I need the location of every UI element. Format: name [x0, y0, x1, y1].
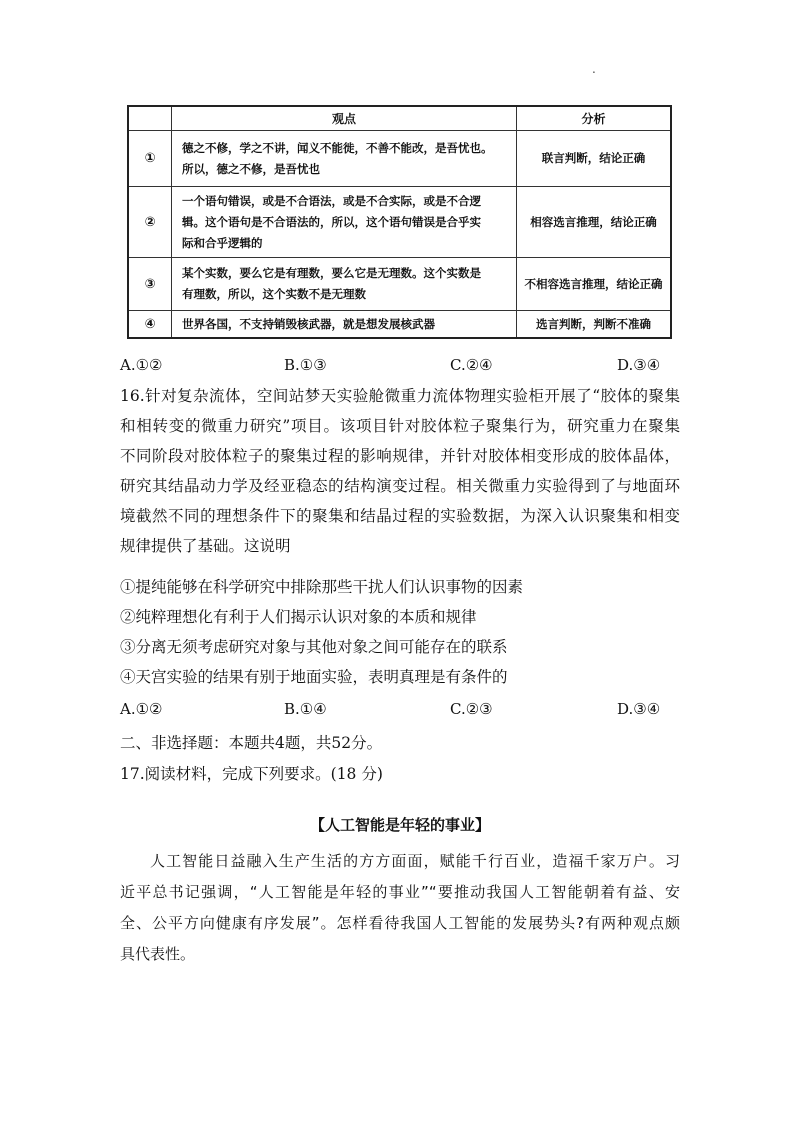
row-view	[172, 311, 517, 339]
q16-statement: ③分离无须考虑研究对象与其他对象之间可能存在的联系	[120, 638, 508, 656]
row-analysis: 选言判断，判断不准确	[517, 311, 672, 339]
table-row	[128, 311, 671, 339]
q17-intro: 17.阅读材料，完成下列要求。(18 分)	[120, 765, 383, 783]
row-number: ①	[128, 131, 172, 187]
view-line: 辑。这个语句是不合语法的，所以，这个语句错误是合乎实	[182, 214, 481, 229]
q16-stem-line: 16.针对复杂流体，空间站梦天实验舱微重力流体物理实验柜开展了“胶体的聚集	[120, 387, 680, 405]
q16-stem	[120, 381, 680, 561]
table-header-row	[128, 106, 671, 131]
row-number: ②	[128, 187, 172, 258]
q17-material-body	[120, 846, 680, 970]
option-b[interactable]: B.①④	[284, 700, 327, 718]
q16-statement: ①提纯能够在科学研究中排除那些干扰人们认识事物的因素	[120, 578, 524, 596]
view-line: 德之不修，学之不讲，闻义不能徙，不善不能改，是吾忧也。	[182, 140, 493, 155]
row-analysis: 不相容选言推理，结论正确	[517, 258, 672, 311]
q17-body-line: 全、公平方向健康有序发展”。怎样看待我国人工智能的发展势头?有两种观点颇	[120, 914, 680, 932]
view-line: 某个实数，要么它是有理数，要么它是无理数。这个实数是	[182, 266, 481, 280]
q17-material-title: 【人工智能是年轻的事业】	[309, 816, 490, 834]
q16-stem-line: 和相转变的微重力研究”项目。该项目针对胶体粒子聚集行为，研究重力在聚集	[120, 417, 680, 435]
row-view	[172, 258, 517, 311]
header-view: 观点	[172, 106, 517, 131]
row-view	[172, 187, 517, 258]
section-heading	[120, 728, 680, 758]
q15-options	[120, 356, 680, 380]
row-analysis: 相容选言推理，结论正确	[517, 187, 672, 258]
view-line: 世界各国，不支持销毁核武器，就是想发展核武器	[182, 316, 435, 331]
q17-body-line: 具代表性。	[120, 945, 196, 963]
option-d[interactable]: D.③④	[617, 356, 661, 374]
view-line: 一个语句错误，或是不合语法，或是不合实际，或是不合逻	[182, 193, 481, 208]
option-b[interactable]: B.①③	[284, 356, 327, 374]
q16-stem-line: 不同阶段对胶体粒子的聚集过程的影响规律，并针对胶体相变形成的胶体晶体，	[120, 447, 680, 465]
table-row	[128, 258, 671, 311]
q16-options	[120, 700, 680, 724]
row-number: ③	[128, 258, 172, 311]
q16-stem-line: 境截然不同的理想条件下的聚集和结晶过程的实验数据，为深入认识聚集和相变	[120, 507, 680, 525]
option-c[interactable]: C.②④	[450, 356, 493, 374]
q16-stem-line: 规律提供了基础。这说明	[120, 537, 291, 555]
option-a[interactable]: A.①②	[120, 700, 163, 718]
q17-intro-block	[120, 759, 680, 789]
header-number	[128, 106, 172, 131]
q17-body-line: 近平总书记强调，“人工智能是年轻的事业”“要推动我国人工智能朝着有益、安	[120, 883, 680, 901]
q16-statement: ②纯粹理想化有利于人们揭示认识对象的本质和规律	[120, 608, 477, 626]
view-line: 有理数，所以，这个实数不是无理数	[182, 287, 366, 301]
option-c[interactable]: C.②③	[450, 700, 493, 718]
table-row	[128, 187, 671, 258]
q17-body-line: 人工智能日益融入生产生活的方方面面，赋能千行百业，造福千家万户。习	[150, 852, 680, 870]
reasoning-table	[127, 105, 672, 339]
table-row	[128, 131, 671, 187]
row-view	[172, 131, 517, 187]
q16-statement: ④天宫实验的结果有别于地面实验，表明真理是有条件的	[120, 668, 508, 686]
row-analysis: 联言判断，结论正确	[517, 131, 672, 187]
page-mark: .	[592, 62, 596, 76]
section2-title: 二、非选择题：本题共4题，共52分。	[120, 734, 383, 752]
row-number: ④	[128, 311, 172, 339]
option-a[interactable]: A.①②	[120, 356, 163, 374]
option-d[interactable]: D.③④	[617, 700, 661, 718]
view-line: 所以，德之不修，是吾忧也	[182, 161, 320, 176]
q16-statements	[120, 572, 680, 692]
header-analysis: 分析	[517, 106, 672, 131]
view-line: 际和合乎逻辑的	[182, 235, 263, 250]
q16-stem-line: 研究其结晶动力学及经亚稳态的结构演变过程。相关微重力实验得到了与地面环	[120, 477, 680, 495]
